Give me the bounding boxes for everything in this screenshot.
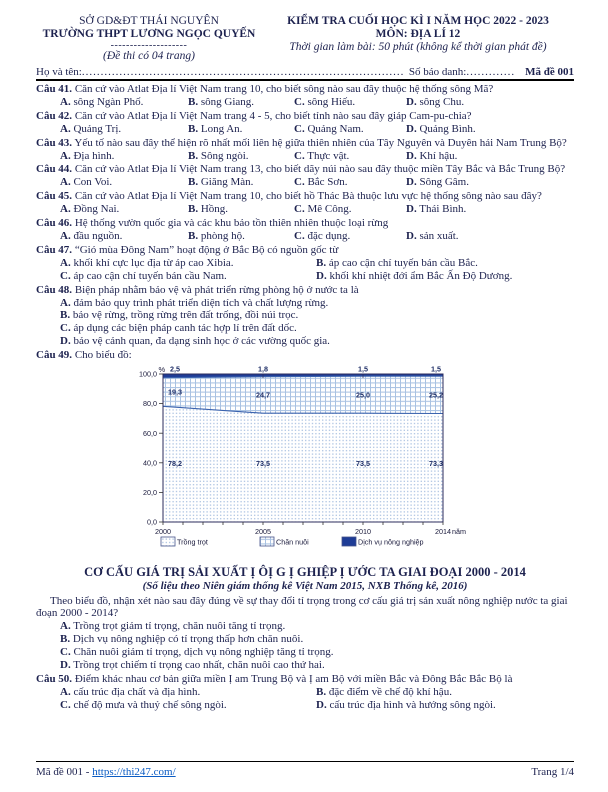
option-letter: B. [60,633,71,646]
exam-code-badge: Mã đề 001 [525,66,574,78]
option-letter: D. [406,122,417,135]
option-a: A. khối khí cực lục địa từ áp cao Xibia. [60,256,234,269]
option-b: B. Long An. [188,122,243,135]
option-letter: B. [60,309,71,322]
option-a: A. Địa hình. [60,149,115,162]
question-44-stem: Câu 44. Căn cứ vào Atlat Địa lí Việt Nam trang 13, cho biết dãy núi nào sau đây thuộc miền Tây Bắc và Bắc Trung Bộ? [36,163,566,176]
option-d: D. sản xuất. [406,229,459,242]
option-d: D. khối khí nhiệt đới ẩm Bắc Ấn Độ Dương. [316,269,513,282]
question-48-stem: Câu 48. Biện pháp nhằm bảo vệ và phát triển rừng phòng hộ ở nước ta là [36,283,359,296]
question-45-options [36,203,574,216]
question-44-options [36,176,574,189]
option-a: A. Quảng Trị. [60,122,122,135]
svg-text:19,3: 19,3 [168,387,182,397]
option-d: D. Quảng Bình. [406,122,476,135]
footer-page-number: Trang 1/4 [531,766,574,778]
pages-note: (Đề thi có 04 trang) [102,50,195,62]
header-left [36,15,262,63]
exam-title: KIỂM TRA CUỐI HỌC KÌ I NĂM HỌC 2022 - 2023 [287,15,549,27]
svg-text:năm: năm [452,527,466,537]
question-47-stem: Câu 47. “Gió mùa Đông Nam” hoạt động ở Bắc Bộ có nguồn gốc từ [36,243,339,256]
option-d: D. Sông Gâm. [406,176,469,189]
option-letter: C. [60,646,71,659]
svg-text:Trồng trọt: Trồng trọt [177,537,208,547]
question-49-stem: Câu 49. Cho biểu đồ: [36,349,132,362]
option-letter: A. [60,176,71,189]
question-42-stem: Câu 42. Căn cứ vào Atlat Địa lí Việt Nam trang 4 - 5, cho biết tỉnh nào sau đây giáp Cam-pu-chia? [36,109,472,122]
question-50-stem: Câu 50. Điểm khác nhau cơ bản giữa miền Ị am Trung Bộ và Ị am Bộ với miền Bắc và Đông Bắc Bắc Bộ là [36,672,513,685]
question-45 [36,190,574,216]
option-letter: A. [60,203,71,216]
option-letter: A. [60,149,71,162]
svg-text:78,2: 78,2 [168,458,182,468]
header-rule [36,79,574,81]
question-number: Câu 47. [36,243,73,256]
legend-swatch-1 [161,537,175,546]
option-a: A. sông Ngàn Phố. [60,95,144,108]
question-46-options [36,230,574,243]
name-label: Họ và tên: [36,66,82,78]
question-49 [36,349,574,672]
question-44 [36,163,574,189]
area-series-2 [163,376,443,413]
school-name: TRƯỜNG THPT LƯƠNG NGỌC QUYẾN [42,28,256,40]
svg-text:1,5: 1,5 [358,364,368,374]
footer-left [36,766,176,778]
chart-source: (Số liệu theo Niên giám thống kê Việt Nam 2015, NXB Thống kê, 2016) [142,580,468,593]
option-letter: C. [294,203,305,216]
svg-text:24,7: 24,7 [256,390,270,400]
option-b: B. Sông ngòi. [188,149,249,162]
question-50-options [36,686,574,712]
question-41-options [36,96,574,109]
question-47-options [36,257,574,283]
area-series-1 [163,406,443,522]
option-letter: D. [406,229,417,242]
option-letter: C. [294,176,305,189]
option-letter: C. [294,122,305,135]
option-c: C. chế độ mưa và thuỷ chế sông ngòi. [60,698,227,711]
option-letter: B. [188,122,199,135]
divider-dashes: -------------------- [110,40,188,51]
option-letter: C. [294,149,305,162]
option-letter: D. [60,335,71,348]
option-letter: C. [60,322,71,335]
chart-area [100,364,574,561]
option-d: D. bảo vệ cảnh quan, đa dạng sinh học ở các vường quốc gia. [60,335,330,348]
question-41 [36,83,574,109]
option-letter: C. [294,229,305,242]
option-c: C. Bắc Sơn. [294,176,348,189]
question-number: Câu 44. [36,163,73,176]
legend-swatch-3 [342,537,356,546]
option-a: A. đầu nguồn. [60,229,123,242]
svg-text:2010: 2010 [355,527,371,537]
option-c: C. Mê Công. [294,203,352,216]
option-c: C. áp cao cận chí tuyến bán cầu Nam. [60,269,227,282]
footer-exam-code: Mã đề 001 - [36,766,93,778]
question-47 [36,244,574,283]
svg-text:Chăn nuôi: Chăn nuôi [276,537,309,547]
option-d: D. sông Chu. [406,95,465,108]
question-number: Câu 49. [36,349,73,362]
department-name: SỞ GD&ĐT THÁI NGUYÊN [79,15,219,27]
option-letter: B. [188,176,199,189]
question-46 [36,217,574,243]
option-letter: D. [316,269,327,282]
option-letter: D. [406,176,417,189]
question-48-options [36,297,574,349]
option-b: B. Hồng. [188,203,229,216]
option-letter: D. [406,95,417,108]
option-a: A. Con Voi. [60,176,113,189]
header [36,15,574,63]
question-49-text: Theo biểu đồ, nhận xét nào sau đây đúng về sự thay đổi tỉ trọng trong cơ cấu giá trị sản xuất nông nghiệp nước ta giai đoạn 2000 - 2014? [36,594,568,620]
option-b: B. phòng hộ. [188,229,245,242]
name-blank: ...................................................................................... [81,66,405,78]
svg-text:1,8: 1,8 [258,364,268,374]
option-b: B. Giăng Màn. [188,176,254,189]
option-c: C. sông Hiếu. [294,95,356,108]
option-letter: B. [188,149,199,162]
option-letter: A. [60,229,71,242]
option-letter: C. [60,698,71,711]
footer [36,761,574,778]
option-letter: A. [60,256,71,269]
option-letter: A. [60,685,71,698]
option-b: B. sông Giang. [188,95,255,108]
option-letter: D. [316,698,327,711]
sbd-blank: ............. [466,66,516,78]
svg-text:80,0: 80,0 [143,399,157,409]
option-letter: B. [188,95,199,108]
option-c: C. Thực vật. [294,149,350,162]
footer-link[interactable]: https://thi247.com/ [92,766,176,778]
exam-duration: Thời gian làm bài: 50 phút (không kể thời gian phát đề) [289,41,547,53]
option-c: C. Quảng Nam. [294,122,364,135]
option-letter: D. [406,203,417,216]
svg-text:%: % [158,365,166,375]
option-letter: B. [188,203,199,216]
chart-title: CƠ CẤU GIÁ TRỊ SẢI XUẤT Ị ÔỊ G Ị GHIỆP Ị ƯỚC TA GIAI ĐOẠI 2000 - 2014 [84,565,526,580]
question-41-stem: Câu 41. Căn cứ vào Atlat Địa lí Việt Nam trang 10, cho biết sông nào sau đây thuộc hệ thống sông Mã? [36,83,494,95]
candidate-row [36,66,574,78]
option-d: D. cấu trúc địa hình và hướng sông ngòi. [316,698,496,711]
question-number: Câu 45. [36,190,73,203]
svg-text:2014: 2014 [435,527,451,537]
option-letter: A. [60,95,71,108]
option-a: A. đảm bảo quy trình phát triển diện tích và chất lượng rừng. [60,296,329,309]
question-number: Câu 41. [36,83,73,95]
area-chart [100,364,552,556]
option-d: D. Trồng trọt chiếm tỉ trọng cao nhất, chăn nuôi cao thứ hai. [60,659,325,672]
option-a: A. Đồng Nai. [60,203,120,216]
question-50 [36,673,574,712]
option-letter: D. [60,659,71,672]
svg-text:2000: 2000 [155,527,171,537]
questions-list [36,83,574,712]
option-b: B. đặc điểm về chế độ khí hậu. [316,685,452,698]
option-c: C. đặc dụng. [294,229,351,242]
option-letter: C. [60,269,71,282]
svg-text:0,0: 0,0 [147,517,157,527]
svg-text:20,0: 20,0 [143,488,157,498]
option-letter: B. [188,229,199,242]
svg-text:25,0: 25,0 [356,390,370,400]
svg-text:Dịch vụ nông nghiệp: Dịch vụ nông nghiệp [358,537,424,547]
question-number: Câu 43. [36,136,73,149]
svg-text:2,5: 2,5 [170,364,180,374]
svg-text:2005: 2005 [255,527,271,537]
option-b: B. bảo vệ rừng, trồng rừng trên đất trống, đồi núi trọc. [60,309,299,322]
option-letter: A. [60,122,71,135]
option-letter: A. [60,620,71,633]
question-43 [36,137,574,163]
option-letter: D. [406,149,417,162]
question-45-stem: Câu 45. Căn cứ vào Atlat Địa lí Việt Nam trang 10, cho biết hồ Thác Bà thuộc lưu vực hệ thống sông nào sau đây? [36,190,542,203]
question-number: Câu 46. [36,217,73,230]
question-number: Câu 42. [36,109,73,122]
question-46-stem: Câu 46. Hệ thống vườn quốc gia và các khu bảo tồn thiên nhiên thuộc loại rừng [36,217,389,230]
header-right [262,15,574,54]
legend-swatch-2 [260,537,274,546]
option-letter: A. [60,296,71,309]
svg-text:1,5: 1,5 [431,364,441,374]
option-d: D. Thái Bình. [406,203,467,216]
svg-text:100,0: 100,0 [139,369,157,379]
question-42-options [36,123,574,136]
sbd-label: Số báo danh: [408,66,467,78]
question-42 [36,110,574,136]
question-43-stem: Câu 43. Yếu tố nào sau đây thể hiện rõ nhất mối liên hệ giữa thiên nhiên của Tây Nguyên và Duyên hải Nam Trung Bộ? [36,136,567,149]
question-number: Câu 48. [36,283,73,296]
svg-text:73,5: 73,5 [356,458,370,468]
svg-text:73,3: 73,3 [429,458,443,468]
option-c: C. Chăn nuôi giảm tỉ trọng, dịch vụ nông nghiệp tăng tỉ trọng. [60,646,334,659]
svg-text:25,2: 25,2 [429,390,443,400]
option-d: D. Khí hậu. [406,149,458,162]
svg-text:40,0: 40,0 [143,458,157,468]
option-a: A. Trồng trọt giảm tỉ trọng, chăn nuôi tăng tỉ trọng. [60,620,286,633]
option-letter: B. [316,256,327,269]
option-b: B. Dịch vụ nông nghiệp có tỉ trọng thấp hơn chăn nuôi. [60,633,304,646]
option-c: C. áp dụng các biện pháp canh tác hợp lí trên đất dốc. [60,322,297,335]
svg-text:73,5: 73,5 [256,458,270,468]
option-b: B. áp cao cận chí tuyến bán cầu Bắc. [316,256,478,269]
question-48 [36,284,574,349]
svg-text:60,0: 60,0 [143,428,157,438]
option-letter: B. [316,685,327,698]
option-a: A. cấu trúc địa chất và địa hình. [60,685,201,698]
question-number: Câu 50. [36,672,73,685]
question-49-options [36,620,574,672]
question-43-options [36,150,574,163]
exam-subject: MÔN: ĐỊA LÍ 12 [375,28,461,40]
option-letter: C. [294,95,305,108]
